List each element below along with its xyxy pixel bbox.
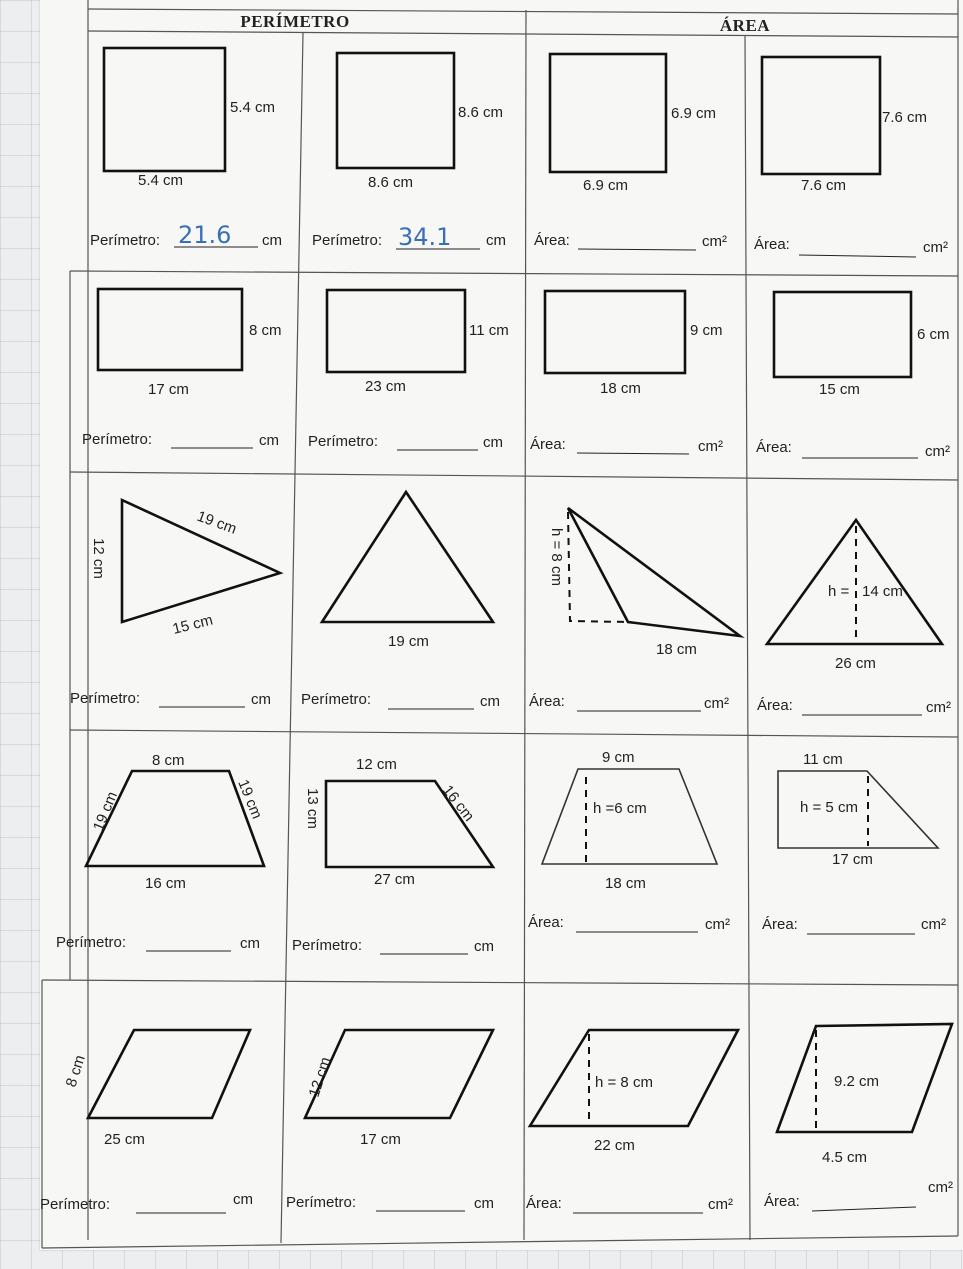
perimeter-label: Perímetro: [308,433,379,450]
square-shape [762,57,880,174]
unit-label: cm [240,935,260,952]
grid-line [70,730,958,737]
unit-label: cm [251,691,271,708]
area-label: Área: [762,916,798,933]
cell-triangle-1 [70,500,280,708]
cell-parallelogram-4 [764,1024,953,1211]
dim-base: 16 cm [145,875,186,892]
dim-base: 17 cm [360,1131,401,1148]
perimeter-label: Perímetro: [40,1196,111,1213]
dim-base: 18 cm [656,641,697,658]
grid-line [70,271,958,276]
dim-base: 18 cm [605,875,646,892]
answer-handwritten[interactable]: 21.6 [178,221,232,249]
header-area: ÁREA [719,16,771,35]
dim-side-left: 19 cm [89,789,122,834]
rectangle-shape [327,290,465,372]
unit-label: cm² [923,239,948,256]
perimeter-label: Perímetro: [82,431,153,448]
dim-side-left: 12 cm [90,538,107,579]
grid-line [281,33,303,1243]
answer-line[interactable] [799,255,916,257]
dim-height: h =6 cm [593,800,647,817]
dim-base: 7.6 cm [801,177,847,194]
perimeter-label: Perímetro: [90,232,161,249]
dim-base: 26 cm [835,655,876,672]
perimeter-label: Perímetro: [70,690,141,707]
grid-line [88,9,958,14]
grid-line [524,10,526,1240]
unit-label: cm [483,434,503,451]
dim-base: 6.9 cm [583,177,629,194]
triangle-shape [322,492,493,622]
dim-height: 9 cm [690,322,723,339]
cell-square-4 [754,57,948,257]
answer-line[interactable] [577,453,689,454]
dim-base: 19 cm [388,633,429,650]
dim-height: h = 5 cm [800,799,858,816]
unit-label: cm [474,938,494,955]
unit-label: cm [486,232,506,249]
grid-line [42,1236,958,1248]
dim-side: 8 cm [62,1053,89,1090]
dim-base: 15 cm [819,381,860,398]
rectangle-shape [545,291,685,373]
dim-height: h = 8 cm [548,528,565,586]
parallelogram-shape [88,1030,250,1118]
parallelogram-shape [305,1030,493,1118]
cell-square-2 [312,53,506,251]
dim-side-bottom: 15 cm [170,611,215,638]
dim-height: h = 8 cm [595,1074,653,1091]
dim-side: 12 cm [305,1055,335,1100]
cell-square-3 [534,54,727,250]
perimeter-label: Perímetro: [312,232,383,249]
grid-line [745,35,750,1240]
area-label: Área: [526,1195,562,1212]
trapezoid-shape [326,781,493,867]
dim-base: 22 cm [594,1137,635,1154]
dim-side-top: 19 cm [194,507,239,538]
cell-triangle-4 [757,520,951,716]
area-label: Área: [528,914,564,931]
cell-parallelogram-2 [286,1030,494,1212]
dim-top: 8 cm [152,752,185,769]
unit-label: cm [259,432,279,449]
unit-label: cm² [704,695,729,712]
dim-height: 9.2 cm [834,1073,880,1090]
dim-side-right: 19 cm [234,777,266,822]
area-label: Área: [530,436,566,453]
area-label: Área: [529,693,565,710]
dim-height: 6 cm [917,326,950,343]
area-label: Área: [534,232,570,249]
perimeter-label: Perímetro: [56,934,127,951]
cell-triangle-2 [301,492,500,710]
cell-parallelogram-3 [526,1030,738,1213]
dim-base: 27 cm [374,871,415,888]
unit-label: cm² [926,699,951,716]
rectangle-shape [774,292,911,377]
cell-triangle-3 [529,508,740,712]
square-shape [337,53,454,168]
unit-label: cm² [702,233,727,250]
cell-trapezoid-2 [292,756,494,955]
perimeter-label: Perímetro: [286,1194,357,1211]
dim-side: 8.6 cm [458,104,504,121]
worksheet-page [40,0,963,1250]
unit-label: cm² [925,443,950,460]
area-label: Área: [764,1193,800,1210]
unit-label: cm [474,1195,494,1212]
dim-height: 8 cm [249,322,282,339]
dim-side: 5.4 cm [230,99,276,116]
dim-height: 11 cm [469,322,509,339]
cell-rectangle-2 [308,290,509,451]
unit-label: cm² [708,1196,733,1213]
dim-top: 11 cm [803,751,843,768]
unit-label: cm² [921,916,946,933]
cell-rectangle-4 [756,292,950,460]
unit-label: cm [233,1191,253,1208]
cell-rectangle-1 [82,289,282,449]
dim-height-label: h = [828,583,850,600]
unit-label: cm² [698,438,723,455]
answer-line[interactable] [578,249,696,250]
square-shape [104,48,225,171]
dim-base: 18 cm [600,380,641,397]
grid-line [88,31,958,37]
dim-top: 12 cm [356,756,397,773]
dim-side-right: 16 cm [438,781,478,825]
cell-trapezoid-4 [762,751,946,934]
dim-side-left: 13 cm [304,788,321,829]
area-label: Área: [757,697,793,714]
area-label: Área: [756,439,792,456]
dim-side: 7.6 cm [882,109,928,126]
cell-trapezoid-3 [528,749,730,933]
dim-base: 8.6 cm [368,174,414,191]
dim-height: 14 cm [862,583,903,600]
perimeter-label: Perímetro: [301,691,372,708]
dim-top: 9 cm [602,749,635,766]
dim-base: 17 cm [832,851,873,868]
dim-base: 17 cm [148,381,189,398]
grid-line [42,980,958,985]
dim-base: 23 cm [365,378,406,395]
cell-parallelogram-1 [40,1030,253,1213]
triangle-shape [568,508,740,636]
unit-label: cm² [928,1179,953,1196]
grid-line [70,472,958,480]
unit-label: cm [262,232,282,249]
dim-side: 6.9 cm [671,105,717,122]
rectangle-shape [98,289,242,370]
worksheet-drawing [40,0,963,1250]
triangle-shape [767,520,942,644]
answer-handwritten[interactable]: 34.1 [398,223,452,251]
unit-label: cm [480,693,500,710]
cell-square-1 [90,48,282,249]
square-shape [550,54,666,172]
unit-label: cm² [705,916,730,933]
header-perimeter: PERÍMETRO [240,12,350,31]
answer-line[interactable] [812,1207,916,1211]
dim-base: 5.4 cm [138,172,184,189]
dim-base: 4.5 cm [822,1149,868,1166]
dim-base: 25 cm [104,1131,145,1148]
perimeter-label: Perímetro: [292,937,363,954]
cell-rectangle-3 [530,291,723,455]
area-label: Área: [754,236,790,253]
